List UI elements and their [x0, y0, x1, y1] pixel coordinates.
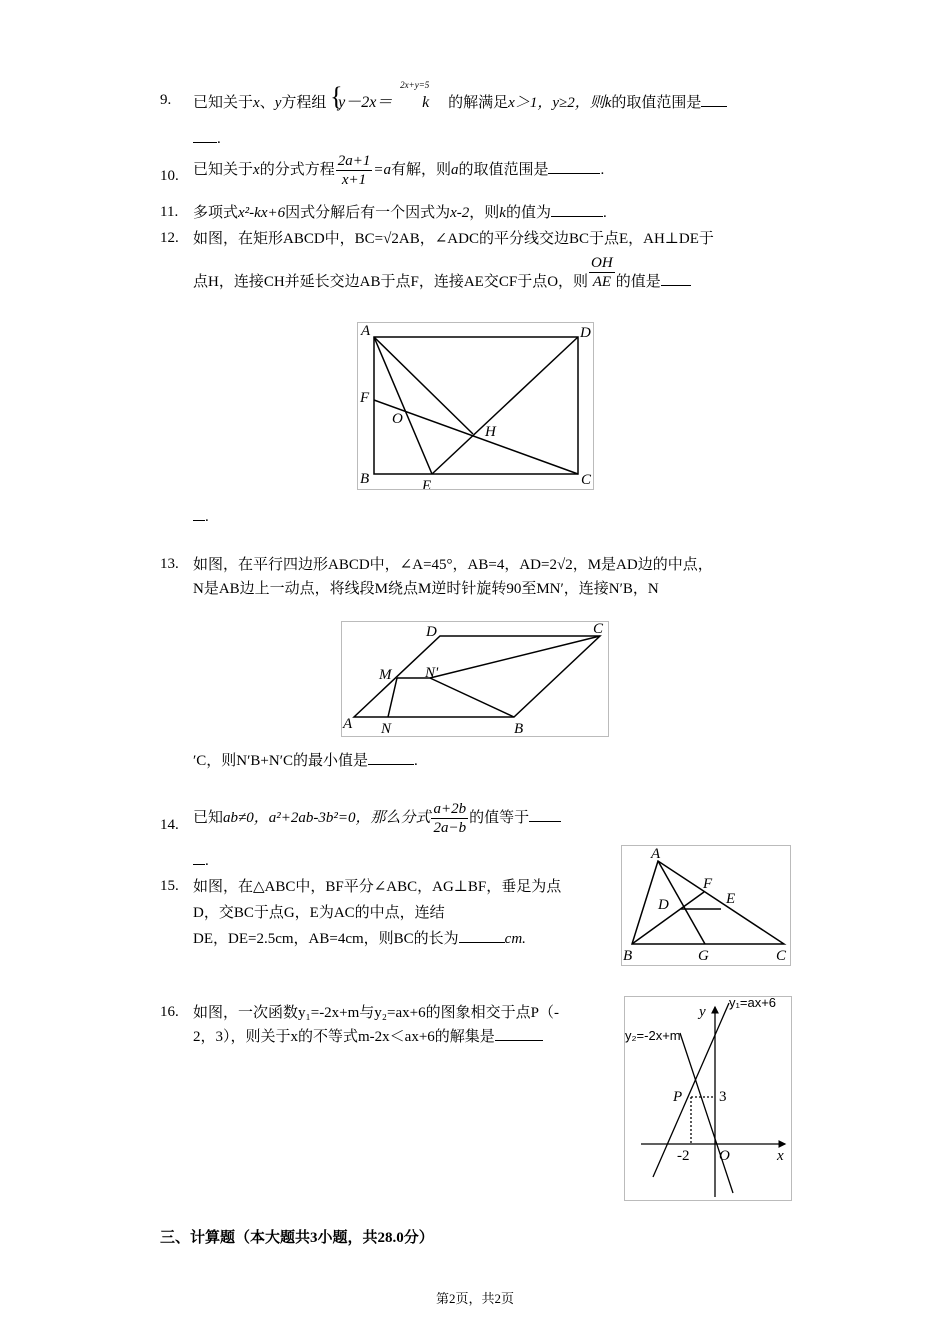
segment-n-prime-b [430, 678, 514, 717]
label-d: D [426, 624, 437, 640]
q14-answer-blank-cont[interactable] [193, 850, 205, 865]
label-x: x [777, 1148, 784, 1164]
label-f: F [703, 876, 713, 892]
q12-number: 12. [160, 230, 179, 246]
label-n: N [381, 721, 392, 736]
segment-ae [374, 337, 432, 474]
label-f: F [360, 390, 370, 406]
label-e: E [726, 891, 736, 907]
label-neg2: -2 [677, 1148, 690, 1164]
segment-fc [374, 400, 578, 474]
q13-figure [341, 621, 609, 737]
q16-number: 16. [160, 1004, 179, 1020]
label-o: O [719, 1148, 730, 1164]
q14-fraction: $\frac{a+2b}{2a-b}$ [433, 801, 467, 836]
q10-answer-blank[interactable] [548, 159, 600, 174]
q15-figure [621, 845, 791, 966]
label-p: P [673, 1089, 683, 1105]
q10-text: 已知关于x的分式方程 $\frac{2a+1}{x+1}$ =a有解，则a的取值范围是 . [193, 153, 605, 188]
label-b: B [514, 721, 524, 736]
label-c: C [593, 622, 604, 637]
label-a: A [361, 323, 371, 339]
label-g: G [698, 948, 709, 964]
q15-line1: 如图，在△ABC中，BF平分∠ABC，AG⊥BF，垂足为点 [193, 879, 562, 895]
label-d: D [658, 897, 669, 913]
q11-answer-blank[interactable] [551, 202, 603, 217]
q11-number: 11. [160, 204, 179, 220]
q16-line2: 2，3），则关于x的不等式m-2x＜ax+6的解集是 [193, 1026, 543, 1048]
q9-number: 9. [160, 92, 172, 108]
q15-line3: DE，DE=2.5cm，AB=4cm，则BC的长为 cm. [193, 928, 526, 950]
label-y: y [699, 1004, 706, 1020]
q13-number: 13. [160, 556, 179, 572]
label-c: C [776, 948, 787, 964]
label-b: B [360, 471, 370, 487]
segment-n-prime-c [430, 636, 600, 678]
label-b: B [623, 948, 633, 964]
label-d: D [580, 325, 591, 341]
label-3: 3 [719, 1089, 727, 1105]
q9-answer-blank[interactable] [701, 92, 727, 107]
q12-line1: 如图，在矩形ABCD中，BC=√2AB，∠ADC的平分线交边BC于点E，AH⊥DE于 [193, 231, 714, 247]
q9-text: 已知关于x、y方程组 { 2x+y=5 y－2x＝ k 的解满足x＞1，y≥2，则k的取值范围是 [193, 78, 727, 116]
q15-answer-blank[interactable] [459, 928, 505, 943]
q9-system: { 2x+y=5 y－2x＝ k [330, 80, 430, 111]
q13-answer-blank[interactable] [368, 750, 414, 765]
page-footer: 第2页，共2页 [435, 1291, 514, 1306]
segment-ah [374, 337, 473, 434]
label-y1: y₁=ax+6 [729, 997, 777, 1010]
q16-line1: 如图，一次函数y₁=-2x+m与y₂=ax+6的图象相交于点P（- [193, 1005, 559, 1021]
q14-answer-blank[interactable] [529, 807, 561, 822]
q12-answer-blank[interactable] [661, 271, 691, 286]
q16-answer-blank[interactable] [495, 1026, 543, 1041]
q13-line2: N是AB边上一动点，将线段M绕点M逆时针旋转90至MN′，连接N′B，N [193, 581, 659, 597]
label-n-prime: N' [425, 665, 439, 681]
q12-figure [357, 322, 594, 490]
q12-answer-blank-cont[interactable] [193, 506, 205, 521]
q10-number: 10. [160, 168, 179, 184]
q11-text: 多项式x²-kx+6因式分解后有一个因式为x-2，则k的值为 . [193, 202, 607, 224]
q10-fraction: $\frac{2a+1}{x+1}$ [337, 153, 371, 188]
label-a: A [651, 846, 661, 862]
q16-figure [624, 996, 792, 1201]
label-e: E [422, 478, 432, 489]
line-y2 [680, 1033, 733, 1193]
q9-answer-blank-cont[interactable] [193, 128, 217, 143]
section-three-heading: 三、计算题（本大题共3小题，共28.0分） [160, 1230, 434, 1246]
triangle-abc [632, 861, 784, 944]
q15-number: 15. [160, 878, 179, 894]
q13-line1: 如图，在平行四边形ABCD中，∠A=45°，AB=4，AD=2√2，M是AD边的中点， [193, 557, 713, 573]
label-o: O [392, 411, 403, 427]
q15-line2: D，交BC于点G，E为AC的中点，连结 [193, 905, 445, 921]
q12-fraction: $\frac{OH}{AE}$ [591, 255, 613, 290]
label-m: M [379, 667, 392, 683]
q14-number: 14. [160, 817, 179, 833]
rectangle-abcd [374, 337, 578, 474]
label-y2: y₂=-2x+m [625, 1028, 681, 1043]
label-c: C [581, 472, 592, 488]
q12-line2: 点H，连接CH并延长交边AB于点F，连接AE交CF于点O，则 $\frac{OH}{AE}$ 的值是 [193, 254, 691, 291]
label-a: A [343, 716, 353, 732]
label-h: H [485, 424, 496, 440]
segment-de [432, 337, 578, 474]
q14-text: 已知ab≠0，a²+2ab-3b²=0，那么分式 $\frac{a+2b}{2a-b}$ 的值等于 [193, 800, 561, 837]
